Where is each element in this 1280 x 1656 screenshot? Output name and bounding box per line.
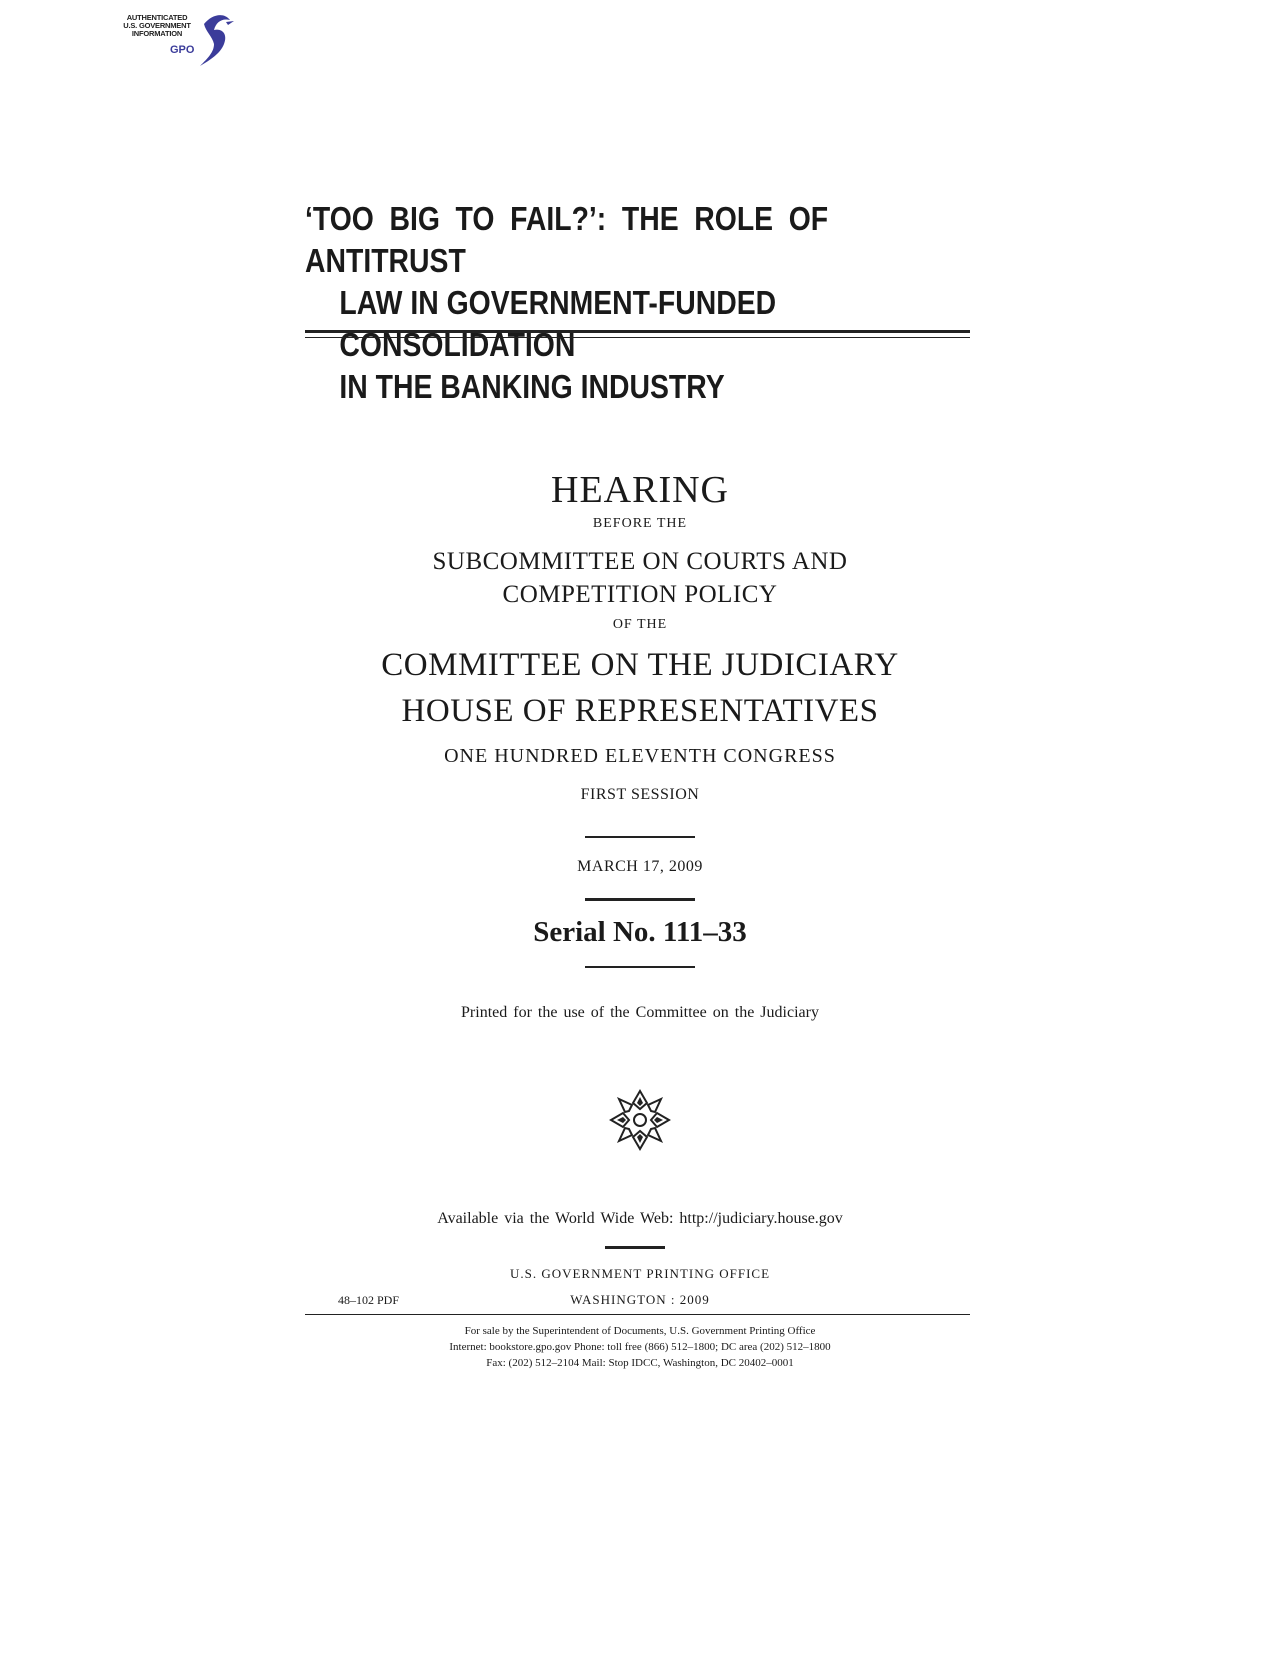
title-line-2: LAW IN GOVERNMENT-FUNDED CONSOLIDATION [339, 284, 777, 363]
title-line-3: IN THE BANKING INDUSTRY [339, 368, 725, 405]
sale-info-line-1: For sale by the Superintendent of Documents, U.S. Government Printing Office [464, 1325, 816, 1337]
gpo-authenticated-logo [100, 10, 240, 80]
title-rule-bottom [305, 337, 970, 338]
committee-line-1: COMMITTEE ON THE JUDICIARY [381, 647, 899, 683]
date-rule-bottom [585, 898, 695, 901]
of-the-label: OF THE [612, 617, 668, 632]
session-label: FIRST SESSION [580, 786, 700, 803]
logo-line-1: AUTHENTICATED [126, 13, 188, 22]
date-rule-top [585, 836, 695, 838]
footer-rule [305, 1314, 970, 1315]
serial-rule [585, 966, 695, 968]
sale-info-line-3: Fax: (202) 512–2104 Mail: Stop IDCC, Washington, DC 20402–0001 [486, 1357, 794, 1369]
hearing-heading: HEARING [551, 469, 729, 511]
document-title [305, 198, 970, 408]
serial-number: Serial No. 111–33 [533, 916, 747, 948]
logo-gpo-mark: GPO [170, 44, 195, 56]
printing-office: U.S. GOVERNMENT PRINTING OFFICE [509, 1266, 771, 1281]
subcommittee-line-1: SUBCOMMITTEE ON COURTS AND [432, 548, 848, 575]
logo-line-3: INFORMATION [131, 29, 183, 38]
title-line-1: ‘TOO BIG TO FAIL?’: THE ROLE OF ANTITRUST [305, 200, 829, 279]
pdf-identifier: 48–102 PDF [338, 1293, 400, 1307]
committee-line-2: HOUSE OF REPRESENTATIVES [401, 693, 879, 729]
logo-line-2: U.S. GOVERNMENT [123, 21, 191, 30]
footer-short-rule [605, 1246, 665, 1249]
printer-ornament-icon [605, 1085, 675, 1155]
web-availability: Available via the World Wide Web: http://judiciary.house.gov [437, 1210, 843, 1227]
sale-info-line-2: Internet: bookstore.gpo.gov Phone: toll free (866) 512–1800; DC area (202) 512–1800 [449, 1341, 831, 1353]
hearing-date: MARCH 17, 2009 [577, 858, 703, 875]
printed-for-note: Printed for the use of the Committee on the Judiciary [461, 1004, 819, 1021]
before-the-label: BEFORE THE [592, 516, 688, 531]
congress-label: ONE HUNDRED ELEVENTH CONGRESS [444, 745, 836, 767]
title-rule-top [305, 330, 970, 333]
subcommittee-line-2: COMPETITION POLICY [502, 581, 778, 608]
place-and-year: WASHINGTON : 2009 [570, 1292, 710, 1307]
